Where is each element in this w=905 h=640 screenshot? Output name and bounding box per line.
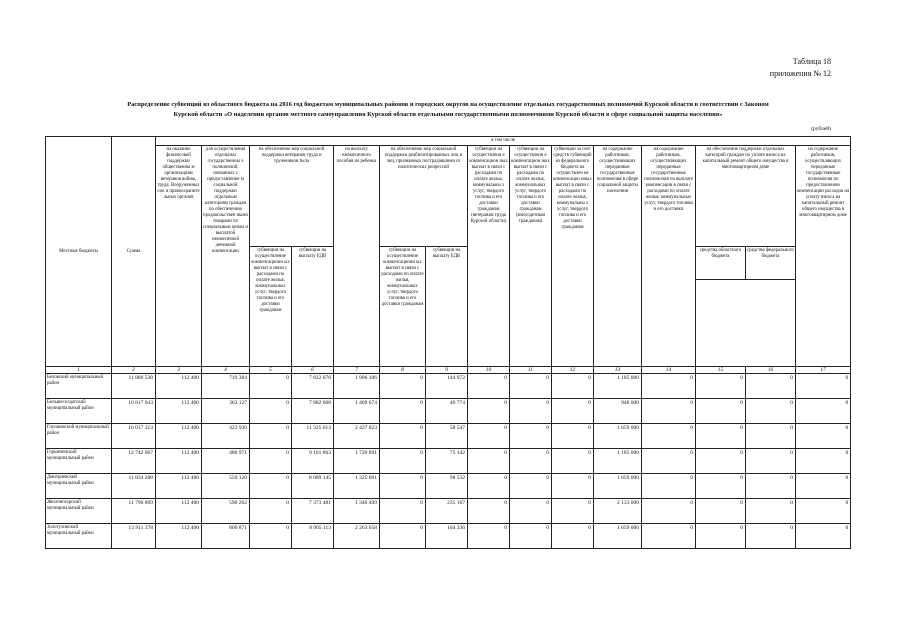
cell-value: 0 [510, 424, 552, 449]
cell-value: 486 971 [202, 449, 250, 474]
cell-value: 0 [552, 524, 594, 549]
cell-value: 0 [642, 374, 696, 399]
cell-value: 2 437 823 [334, 424, 380, 449]
col-header-15: средства областного бюджета [696, 247, 746, 280]
cell-value: 112 400 [156, 399, 202, 424]
col-header-17: на содержание работников, осуществляющих переданные государственные полномочия по предоставлению компенсации расходов на уплату взноса на капитальный ремонт общего имущества в многоквартирном доме [796, 146, 851, 367]
col-header-9: субвенции на выплату ЕДВ [426, 247, 468, 367]
cell-value: 75 142 [426, 449, 468, 474]
cell-value: 0 [380, 499, 426, 524]
cell-value: 0 [746, 399, 796, 424]
municipality-name: Большесолдатский муниципальный район [46, 399, 112, 424]
cell-value: 10 817 043 [112, 399, 156, 424]
cell-value: 0 [642, 424, 696, 449]
cell-value: 719 384 [202, 374, 250, 399]
cell-value: 0 [642, 474, 696, 499]
cell-value: 1 185 000 [594, 374, 642, 399]
cell-value: 550 120 [202, 474, 250, 499]
col-header-5: субвенции на осуществление компенсационн ых выплат в связи с расходами по оплате жилья, коммунальных услуг, твердого топлива и его доставки гражданам [250, 247, 292, 367]
col-header-8: субвенции на осуществление компенсационн ых выплат в связи с расходами по оплате жилья, коммунальных услуг, твердого топлива и его доставки гражданам [380, 247, 426, 367]
table-row [46, 499, 851, 524]
cell-value: 0 [746, 474, 796, 499]
cell-value: 0 [380, 449, 426, 474]
cell-value: 0 [250, 374, 292, 399]
cell-value: 0 [746, 374, 796, 399]
cell-value: 0 [552, 424, 594, 449]
cell-value: 8 089 145 [292, 474, 334, 499]
cell-value: 0 [510, 499, 552, 524]
cell-value: 1 325 091 [334, 474, 380, 499]
cell-value: 0 [796, 399, 851, 424]
cell-value: 112 400 [156, 374, 202, 399]
cell-value: 11 834 288 [112, 474, 156, 499]
col-header-12: субвенции за счет средств субвенций из федерального бюджета на осуществлен ие компенсацио нных выплат в связи с расходами по оплате жилья, коммунальны х услуг, твердого топлива и его доставки гражданам [552, 146, 594, 367]
municipality-name: Беловский муниципальный район [46, 374, 112, 399]
cell-value: 112 400 [156, 474, 202, 499]
appendix-label: приложения № 12 [769, 69, 831, 78]
cell-value: 164 336 [426, 524, 468, 549]
cell-value: 40 774 [426, 399, 468, 424]
cell-value: 0 [250, 424, 292, 449]
cell-value: 0 [746, 524, 796, 549]
cell-value: 0 [468, 499, 510, 524]
cell-value: 0 [796, 499, 851, 524]
municipality-name: Дмитриевский муниципальный район [46, 474, 112, 499]
cell-value: 11 880 538 [112, 374, 156, 399]
cell-value: 0 [468, 374, 510, 399]
table-row [46, 399, 851, 424]
cell-value: 0 [552, 449, 594, 474]
col-header-10: субвенции на осуществлени е компенсацион ных выплат в связи с расходами по оплате жилья, коммунальны х услуг, твердого топлива и его доставки гражданам (ветеранам труда Курской области) [468, 146, 510, 367]
cell-value: 0 [552, 374, 594, 399]
cell-value: 112 400 [156, 524, 202, 549]
cell-value: 0 [250, 524, 292, 549]
cell-value: 0 [796, 474, 851, 499]
table-row [46, 449, 851, 474]
cell-value: 2 263 658 [334, 524, 380, 549]
cell-value: 7 373 481 [292, 499, 334, 524]
cell-value: 0 [642, 449, 696, 474]
col-header-13: на содержание работников, осуществляющих переданные государственные полномочия в сфере социальной защиты населения [594, 146, 642, 367]
table-row [46, 524, 851, 549]
cell-value: 0 [696, 399, 746, 424]
cell-value: 0 [696, 524, 746, 549]
cell-value: 98 532 [426, 474, 468, 499]
cell-value: 0 [380, 374, 426, 399]
cell-value: 0 [746, 499, 796, 524]
cell-value: 1 659 000 [594, 424, 642, 449]
cell-value: 0 [696, 474, 746, 499]
cell-value: 948 000 [594, 399, 642, 424]
col-header-6: субвенции на выплату ЕДВ [292, 247, 334, 367]
cell-value: 0 [746, 424, 796, 449]
cell-value: 0 [642, 524, 696, 549]
cell-value: 2 133 000 [594, 499, 642, 524]
cell-value: 0 [510, 374, 552, 399]
subsidy-table [45, 136, 851, 549]
cell-value: 16 017 313 [112, 424, 156, 449]
cell-value: 0 [796, 449, 851, 474]
cell-value: 0 [510, 474, 552, 499]
cell-value: 0 [696, 424, 746, 449]
cell-value: 0 [796, 524, 851, 549]
col-header-14: на содержание работников, осуществляющих переданные государственные полномочия по выплате компенсации в связи с расходами по оплате жилья, коммунальных услуг, твердого топлива и его доставки [642, 146, 696, 367]
cell-value: 0 [250, 449, 292, 474]
cell-value: 0 [250, 474, 292, 499]
cell-value: 590 262 [202, 499, 250, 524]
cell-value: 9 161 863 [292, 449, 334, 474]
cell-value: 1 720 891 [334, 449, 380, 474]
cell-value: 112 400 [156, 424, 202, 449]
municipality-name: Железногорский муниципальный район [46, 499, 112, 524]
municipality-name: Горшеченский муниципальный район [46, 449, 112, 474]
cell-value: 423 930 [202, 424, 250, 449]
cell-value: 144 972 [426, 374, 468, 399]
document-title [58, 100, 838, 120]
municipality-name: Глушковский муниципальный район [46, 424, 112, 449]
cell-value: 0 [510, 449, 552, 474]
cell-value: 7 882 068 [292, 399, 334, 424]
cell-value: 112 400 [156, 499, 202, 524]
cell-value: 0 [380, 399, 426, 424]
cell-value: 58 547 [426, 424, 468, 449]
cell-value: 235 167 [426, 499, 468, 524]
unit-label: (рублей) [811, 126, 831, 132]
cell-value: 0 [796, 374, 851, 399]
col-header-budgets: Местные бюджеты [46, 137, 112, 367]
cell-value: 0 [250, 499, 292, 524]
cell-value: 0 [250, 399, 292, 424]
cell-value: 0 [380, 424, 426, 449]
col-header-4: для осуществления отдельных государственны х полномочий, связанных с предоставление м социальной поддержки отдельным категориям граждан по обеспечению продовольствен ными товарами по специальным ценам и выплатой ежемесячной денежной компенсации [202, 146, 250, 367]
cell-value: 0 [696, 449, 746, 474]
col-header-8-9: на обеспечение мер социальной поддержки реабилитированных лиц и лиц, признанных пострадавшими от политических репрессий [380, 146, 468, 247]
cell-value: 0 [510, 399, 552, 424]
title-line-2: Курской области «О наделении органов местного самоуправления Курской области отдельными государственными полномочиями Курской области в сфере социальной защиты населения» [173, 111, 723, 118]
cell-value: 1 659 000 [594, 474, 642, 499]
cell-value: 0 [468, 524, 510, 549]
cell-value: 0 [696, 499, 746, 524]
municipality-name: Золотухинский муниципальный район [46, 524, 112, 549]
cell-value: 0 [696, 374, 746, 399]
cell-value: 0 [552, 499, 594, 524]
cell-value: 0 [468, 399, 510, 424]
cell-value: 11 325 613 [292, 424, 334, 449]
col-header-15-16: на обеспечение поддержки отдельных категорий граждан по уплате взноса на капитальный ремонт общего имущества в многоквартирном доме [696, 146, 796, 247]
cell-value: 806 871 [202, 524, 250, 549]
table-row [46, 474, 851, 499]
cell-value: 0 [468, 424, 510, 449]
cell-value: 363 127 [202, 399, 250, 424]
cell-value: 7 822 676 [292, 374, 334, 399]
col-header-3: на оказание финансовой поддержки общественны м организациям ветеранов войны, труда, Вооруженных сил и правоохраните льных органов [156, 146, 202, 367]
column-index-row: 1 2 3 4 5 6 7 8 9 10 11 12 13 14 15 16 17 [46, 367, 851, 374]
table-row [46, 374, 851, 399]
col-header-sum: Сумма [112, 137, 156, 367]
cell-value: 12 742 067 [112, 449, 156, 474]
cell-value: 0 [380, 524, 426, 549]
title-line-1: Распределение субвенций из областного бюджета на 2016 год бюджетам муниципальных районов и городских округов на осуществление отдельных государственных полномочий Курской области в соответствии с Законом [127, 101, 769, 108]
cell-value: 0 [380, 474, 426, 499]
cell-value: 1 906 106 [334, 374, 380, 399]
cell-value: 13 911 378 [112, 524, 156, 549]
group-header: в том числе [156, 137, 851, 146]
col-header-16: средства федерального бюджета [746, 247, 796, 280]
cell-value: 112 400 [156, 449, 202, 474]
col-header-11: субвенции на осуществлени е компенсацион ных выплат в связи с расходами по оплате жилья, коммунальных услуг, твердого топлива и его доставки гражданам (многодетным гражданам) [510, 146, 552, 367]
table-row [46, 424, 851, 449]
cell-value: 11 790 809 [112, 499, 156, 524]
col-header-7: на выплату ежемесячного пособия на ребенка [334, 146, 380, 367]
cell-value: 0 [746, 449, 796, 474]
cell-value: 1 346 499 [334, 499, 380, 524]
cell-value: 0 [510, 524, 552, 549]
cell-value: 1 659 000 [594, 524, 642, 549]
cell-value: 0 [468, 474, 510, 499]
cell-value: 1 185 000 [594, 449, 642, 474]
cell-value: 0 [796, 424, 851, 449]
cell-value: 0 [642, 499, 696, 524]
cell-value: 0 [552, 399, 594, 424]
cell-value: 8 905 113 [292, 524, 334, 549]
cell-value: 0 [642, 399, 696, 424]
cell-value: 0 [552, 474, 594, 499]
cell-value: 1 469 674 [334, 399, 380, 424]
col-header-5-6: на обеспечение мер социальной поддержки ветеранов труда и тружеников тыла [250, 146, 334, 247]
cell-value: 0 [468, 449, 510, 474]
table-number: Таблица 18 [792, 57, 831, 66]
